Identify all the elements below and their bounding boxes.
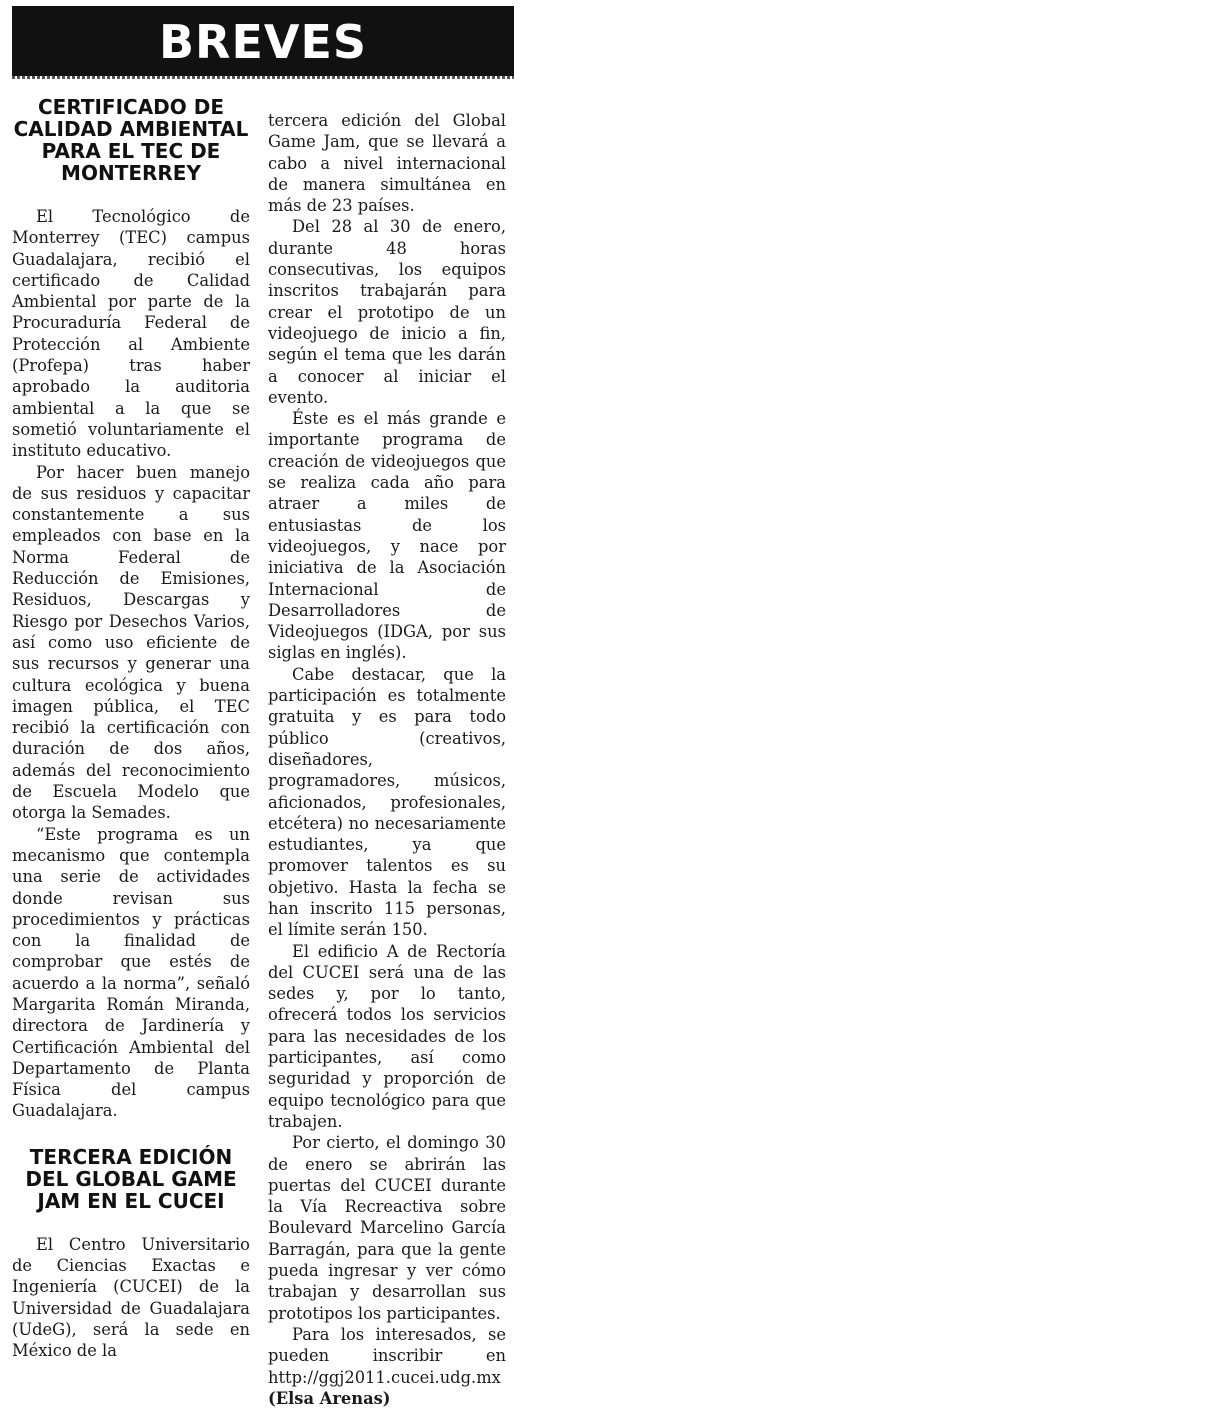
article2-headline: TERCERA EDICIÓN DEL GLOBAL GAME JAM EN EL CUCEI — [25, 1144, 237, 1213]
left-column — [12, 96, 250, 1362]
article2-paragraph: Por cierto, el domingo 30 de enero se abrirán las puertas del CUCEI durante la Vía Recreactiva sobre Boulevard Marcelino García Barragán, para que la gente pueda ingresar y ver cómo trabajan y desarrollan sus prototipos los participantes. — [268, 1133, 506, 1323]
article2-paragraph-continued: tercera edición del Global Game Jam, que se llevará a cabo a nivel internacional de manera simultánea en más de 23 países. — [268, 111, 506, 216]
article2-paragraph: El edificio A de Rectoría del CUCEI será una de las sedes y, por lo tanto, ofrecerá todos los servicios para las necesidades de los participantes, así como seguridad y proporción de equipo tecnológico para que trabajen. — [268, 941, 506, 1131]
article2-paragraph: Éste es el más grande e importante programa de creación de videojuegos que se realiza cada año para atraer a miles de entusiastas de los videojuegos, y nace por iniciativa de la Asociación Internacional de Desarrolladores de Videojuegos (IDGA, por sus siglas en inglés). — [268, 409, 506, 663]
article2-closing-paragraph — [268, 1324, 506, 1409]
article2-paragraph: Cabe destacar, que la participación es totalmente gratuita y es para todo público (creativos, diseñadores, programadores, músicos, aficionados, profesionales, etcétera) no necesariamente estudiantes, ya que promover talentos es su objetivo. Hasta la fecha se han inscrito 115 personas, el límite serán 150. — [268, 664, 506, 940]
byline: (Elsa Arenas) — [268, 1388, 391, 1408]
article1-paragraph: El Tecnológico de Monterrey (TEC) campus Guadalajara, recibió el certificado de Calidad Ambiental por parte de la Procuraduría Federal de Protección al Ambiente (Profepa) tras haber aprobado la auditoria ambiental a la que se sometió voluntariamente el instituto educativo. — [12, 207, 250, 461]
section-masthead — [12, 6, 514, 76]
article1-paragraph: “Este programa es un mecanismo que contempla una serie de actividades donde revisan sus procedimientos y prácticas con la finalidad de comprobar que estés de acuerdo a la norma”, señaló Margarita Román Miranda, directora de Jardinería y Certificación Ambiental del Departamento de Planta Física del campus Guadalajara. — [12, 824, 250, 1121]
right-column — [268, 110, 506, 1409]
newspaper-clipping — [12, 6, 514, 1408]
article2-paragraph: Del 28 al 30 de enero, durante 48 horas consecutivas, los equipos inscritos trabajarán para crear el prototipo de un videojuego de inicio a fin, según el tema que les darán a conocer al iniciar el evento. — [268, 217, 506, 407]
article2-paragraph-start: El Centro Universitario de Ciencias Exactas e Ingeniería (CUCEI) de la Universidad de Guadalajara (UdeG), será la sede en México de la — [12, 1234, 250, 1361]
masthead-divider — [12, 76, 514, 79]
article1-paragraph: Por hacer buen manejo de sus residuos y capacitar constantemente a sus empleados con base en la Norma Federal de Reducción de Emisiones, Residuos, Descargas y Riesgo por Desechos Varios, así como uso eficiente de sus recursos y generar una cultura ecológica y buena imagen pública, el TEC recibió la certificación con duración de dos años, además del reconocimiento de Escuela Modelo que otorga la Semades. — [12, 462, 250, 823]
section-title: BREVES — [158, 15, 368, 69]
registration-text: Para los interesados, se pueden inscribir en http://ggj2011.cucei.udg.mx — [268, 1324, 506, 1387]
article1-headline: CERTIFICADO DE CALIDAD AMBIENTAL PARA EL TEC DE MONTERREY — [13, 95, 249, 185]
